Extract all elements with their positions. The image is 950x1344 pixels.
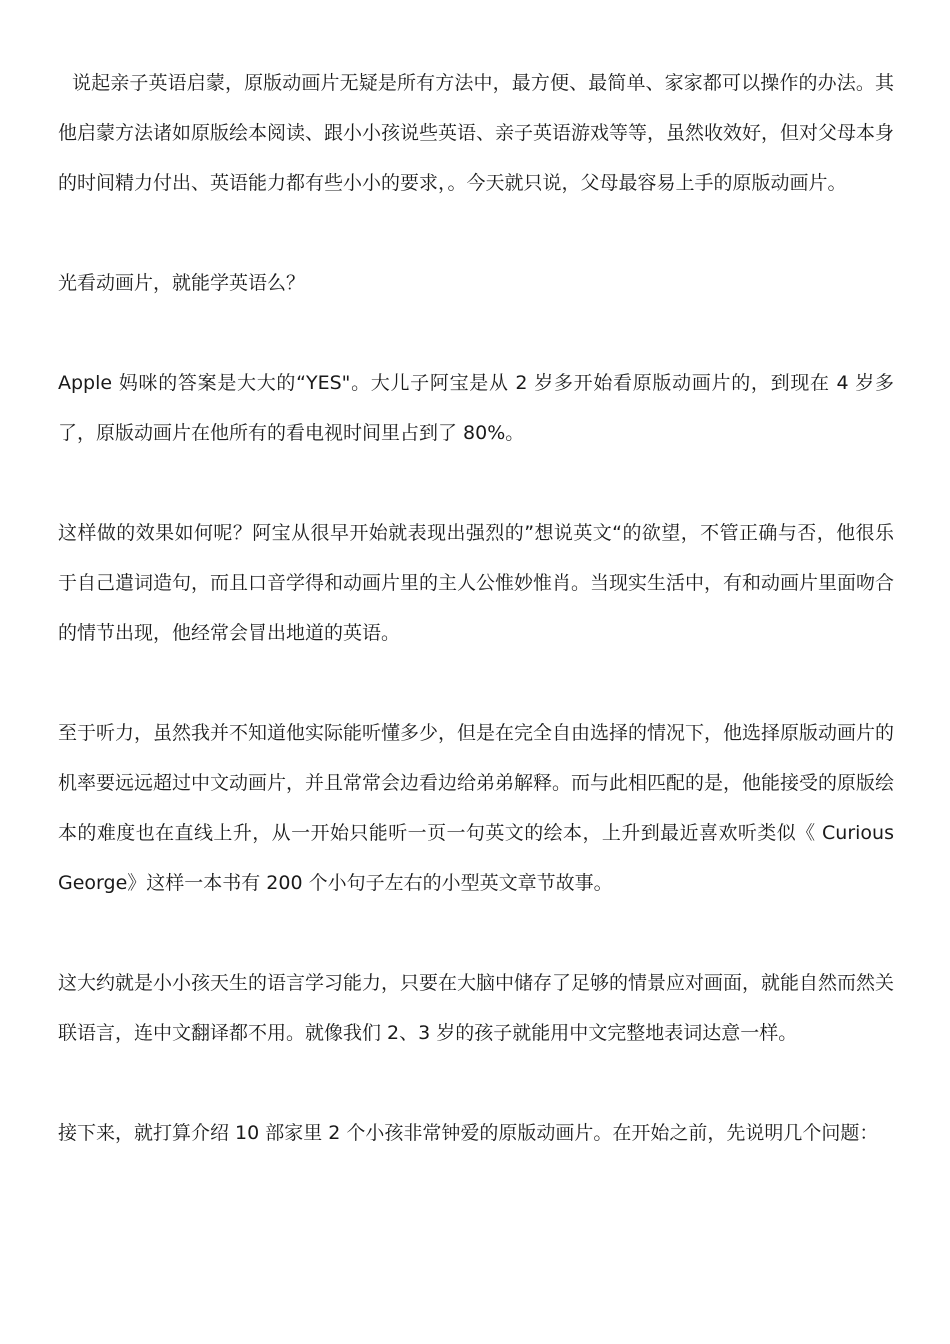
- paragraph-intro: 说起亲子英语启蒙，原版动画片无疑是所有方法中，最方便、最简单、家家都可以操作的办法。其他启蒙方法诸如原版绘本阅读、跟小小孩说些英语、亲子英语游戏等等，虽然收效好，但对父母本身的时间精力付出、英语能力都有些小小的要求，。今天就只说，父母最容易上手的原版动画片。: [58, 72, 895, 194]
- document-body: [58, 58, 894, 1208]
- paragraph-effect: 这样做的效果如何呢？阿宝从很早开始就表现出强烈的”想说英文“的欲望，不管正确与否，他很乐于自己遣词造句，而且口音学得和动画片里的主人公惟妙惟肖。当现实生活中，有和动画片里面吻合的情节出现，他经常会冒出地道的英语。: [58, 522, 895, 644]
- paragraph-ability: 这大约就是小小孩天生的语言学习能力，只要在大脑中储存了足够的情景应对画面，就能自然而然关联语言，连中文翻译都不用。就像我们 2、3 岁的孩子就能用中文完整地表词达意一样。: [58, 972, 895, 1044]
- paragraph-question: 光看动画片，就能学英语么？: [58, 272, 306, 294]
- paragraph-next: 接下来，就打算介绍 10 部家里 2 个小孩非常钟爱的原版动画片。在开始之前，先说明几个问题：: [58, 1122, 879, 1144]
- paragraph-listening: 至于听力，虽然我并不知道他实际能听懂多少，但是在完全自由选择的情况下，他选择原版动画片的机率要远远超过中文动画片，并且常常会边看边给弟弟解释。而与此相匹配的是，他能接受的原版绘本的难度也在直线上升，从一开始只能听一页一句英文的绘本，上升到最近喜欢听类似《 Curious George》这样一本书有 200 个小句子左右的小型英文章节故事。: [58, 722, 895, 894]
- paragraph-answer: Apple 妈咪的答案是大大的“YES"。大儿子阿宝是从 2 岁多开始看原版动画片的，到现在 4 岁多了，原版动画片在他所有的看电视时间里占到了 80%。: [58, 372, 894, 444]
